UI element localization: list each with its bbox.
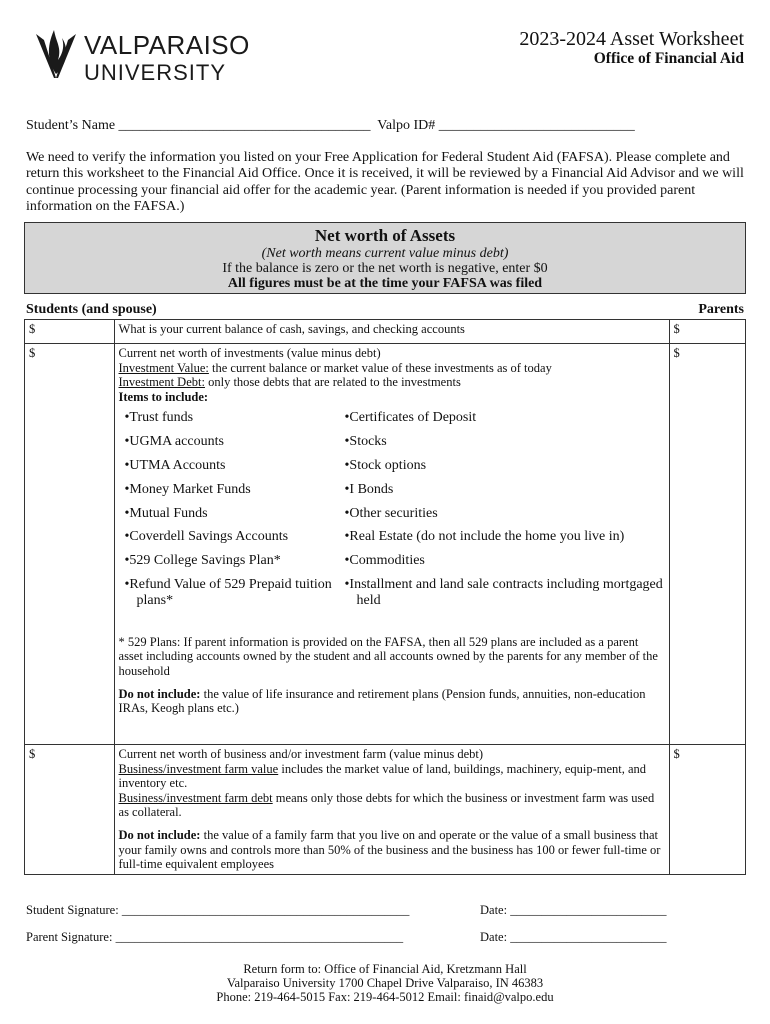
student-investments-field[interactable]: $ — [25, 344, 115, 745]
list-item: • Refund Value of 529 Prepaid tuition plans* — [125, 577, 345, 609]
student-name-label: Student’s Name — [26, 118, 116, 133]
office-name: Office of Financial Aid — [593, 50, 744, 67]
investments-description — [114, 344, 669, 745]
parents-column-header: Parents — [698, 302, 744, 317]
logo-wordmark-top: VALPARAISO — [84, 30, 250, 60]
list-item: • Money Market Funds — [125, 482, 345, 498]
valpo-id-label: Valpo ID# — [377, 118, 436, 133]
parent-cash-field[interactable]: $ — [669, 320, 745, 344]
torch-flame-icon — [34, 26, 78, 84]
worksheet-title: 2023-2024 Asset Worksheet — [519, 28, 744, 50]
student-info-row — [26, 118, 635, 134]
items-list-left — [125, 410, 345, 616]
plan-529-note: * 529 Plans: If parent information is provided on the FAFSA, then all 529 plans are included as a parent asset including accounts owned by the student and all accounts owned by the parents for any member of the household — [118, 634, 658, 678]
parent-investments-field[interactable]: $ — [669, 344, 745, 745]
list-item: • Certificates of Deposit — [345, 410, 665, 426]
parent-business-field[interactable]: $ — [669, 745, 745, 875]
logo-wordmark-bottom: UNIVERSITY — [84, 60, 227, 85]
parent-date-field[interactable]: _________________________ — [510, 930, 667, 944]
students-column-header: Students (and spouse) — [26, 302, 157, 317]
table-row-investments — [25, 344, 746, 745]
student-signature-line — [26, 903, 409, 918]
items-list-right — [345, 410, 665, 616]
student-name-field[interactable]: ____________________________________ — [118, 118, 371, 133]
parent-date-line — [480, 930, 666, 945]
footer-return-line: Return form to: Office of Financial Aid, Kretzmann Hall — [243, 962, 527, 976]
student-date-line — [480, 903, 666, 918]
list-item: • Stock options — [345, 458, 665, 474]
list-item: • Commodities — [345, 553, 665, 569]
table-row-cash — [25, 320, 746, 344]
asset-table — [24, 319, 746, 875]
fafsa-timing-instruction: All figures must be at the time your FAFSA was filed — [227, 276, 543, 291]
net-worth-title: Net worth of Assets — [314, 226, 456, 245]
valpo-id-field[interactable]: ____________________________ — [438, 118, 635, 133]
student-date-field[interactable]: _________________________ — [510, 903, 667, 917]
list-item: • UTMA Accounts — [125, 458, 345, 474]
list-item: • Stocks — [345, 434, 665, 450]
investments-exclusions: Do not include: the value of life insurance and retirement plans (Pension funds, annuities, non-education IRAs, Keogh plans etc.) — [118, 686, 646, 716]
business-debt-definition: Business/investment farm debt means only those debts for which the business or investment farm was used as collateral. — [118, 790, 655, 820]
parent-signature-label: Parent Signature: — [26, 930, 113, 944]
parent-signature-field[interactable]: ______________________________________________ — [115, 930, 404, 944]
return-address-footer — [0, 962, 770, 1004]
business-heading: Current net worth of business and/or investment farm (value minus debt) — [118, 747, 484, 761]
business-exclusions: Do not include: the value of a family farm that you live on and operate or the value of a small business that your family owns and controls more than 50% of the business and the business has 100 or fewer full-time or full-time equivalent employees — [118, 827, 661, 872]
list-item: • I Bonds — [345, 482, 665, 498]
list-item: • 529 College Savings Plan* — [125, 553, 345, 569]
items-lists — [125, 404, 665, 616]
investment-debt-definition: Investment Debt: only those debts that are related to the investments — [118, 375, 461, 390]
student-date-label: Date: — [480, 903, 508, 917]
university-logo — [34, 24, 264, 94]
net-worth-header-box — [24, 222, 746, 294]
student-cash-field[interactable]: $ — [25, 320, 115, 344]
business-value-definition: Business/investment farm value includes the market value of land, buildings, machinery, equip-ment, and inventory etc. — [118, 761, 647, 791]
list-item: • Other securities — [345, 506, 665, 522]
business-description — [114, 745, 669, 875]
zero-balance-instruction: If the balance is zero or the net worth is negative, enter $0 — [222, 261, 548, 276]
list-item: • UGMA accounts — [125, 434, 345, 450]
cash-question: What is your current balance of cash, savings, and checking accounts — [114, 320, 669, 344]
investments-heading: Current net worth of investments (value minus debt) — [118, 346, 381, 360]
table-row-business — [25, 745, 746, 875]
items-to-include-label: Items to include: — [118, 389, 209, 404]
net-worth-definition: (Net worth means current value minus debt) — [261, 246, 509, 261]
list-item: • Real Estate (do not include the home you live in) — [345, 529, 665, 545]
parent-signature-line — [26, 930, 403, 945]
student-signature-field[interactable]: ______________________________________________ — [121, 903, 410, 917]
list-item: • Installment and land sale contracts including mortgaged held — [345, 577, 665, 609]
list-item: • Mutual Funds — [125, 506, 345, 522]
investment-value-definition: Investment Value: the current balance or market value of these investments as of today — [118, 360, 552, 375]
list-item: • Coverdell Savings Accounts — [125, 529, 345, 545]
student-signature-label: Student Signature: — [26, 903, 119, 917]
student-business-field[interactable]: $ — [25, 745, 115, 875]
intro-paragraph: We need to verify the information you listed on your Free Application for Federal Student Aid (FAFSA). Please complete and return this worksheet to the Financial Aid Office. Once it is received, it will be reviewed by a Financial Aid Advisor and we will continue processing your financial aid offer for the academic year. (Parent information is needed if you provided parent information on the FAFSA.) — [26, 150, 744, 215]
list-item: • Trust funds — [125, 410, 345, 426]
parent-date-label: Date: — [480, 930, 508, 944]
footer-contact-line: Phone: 219-464-5015 Fax: 219-464-5012 Email: finaid@valpo.edu — [216, 990, 554, 1004]
footer-address-line: Valparaiso University 1700 Chapel Drive Valparaiso, IN 46383 — [226, 976, 544, 990]
